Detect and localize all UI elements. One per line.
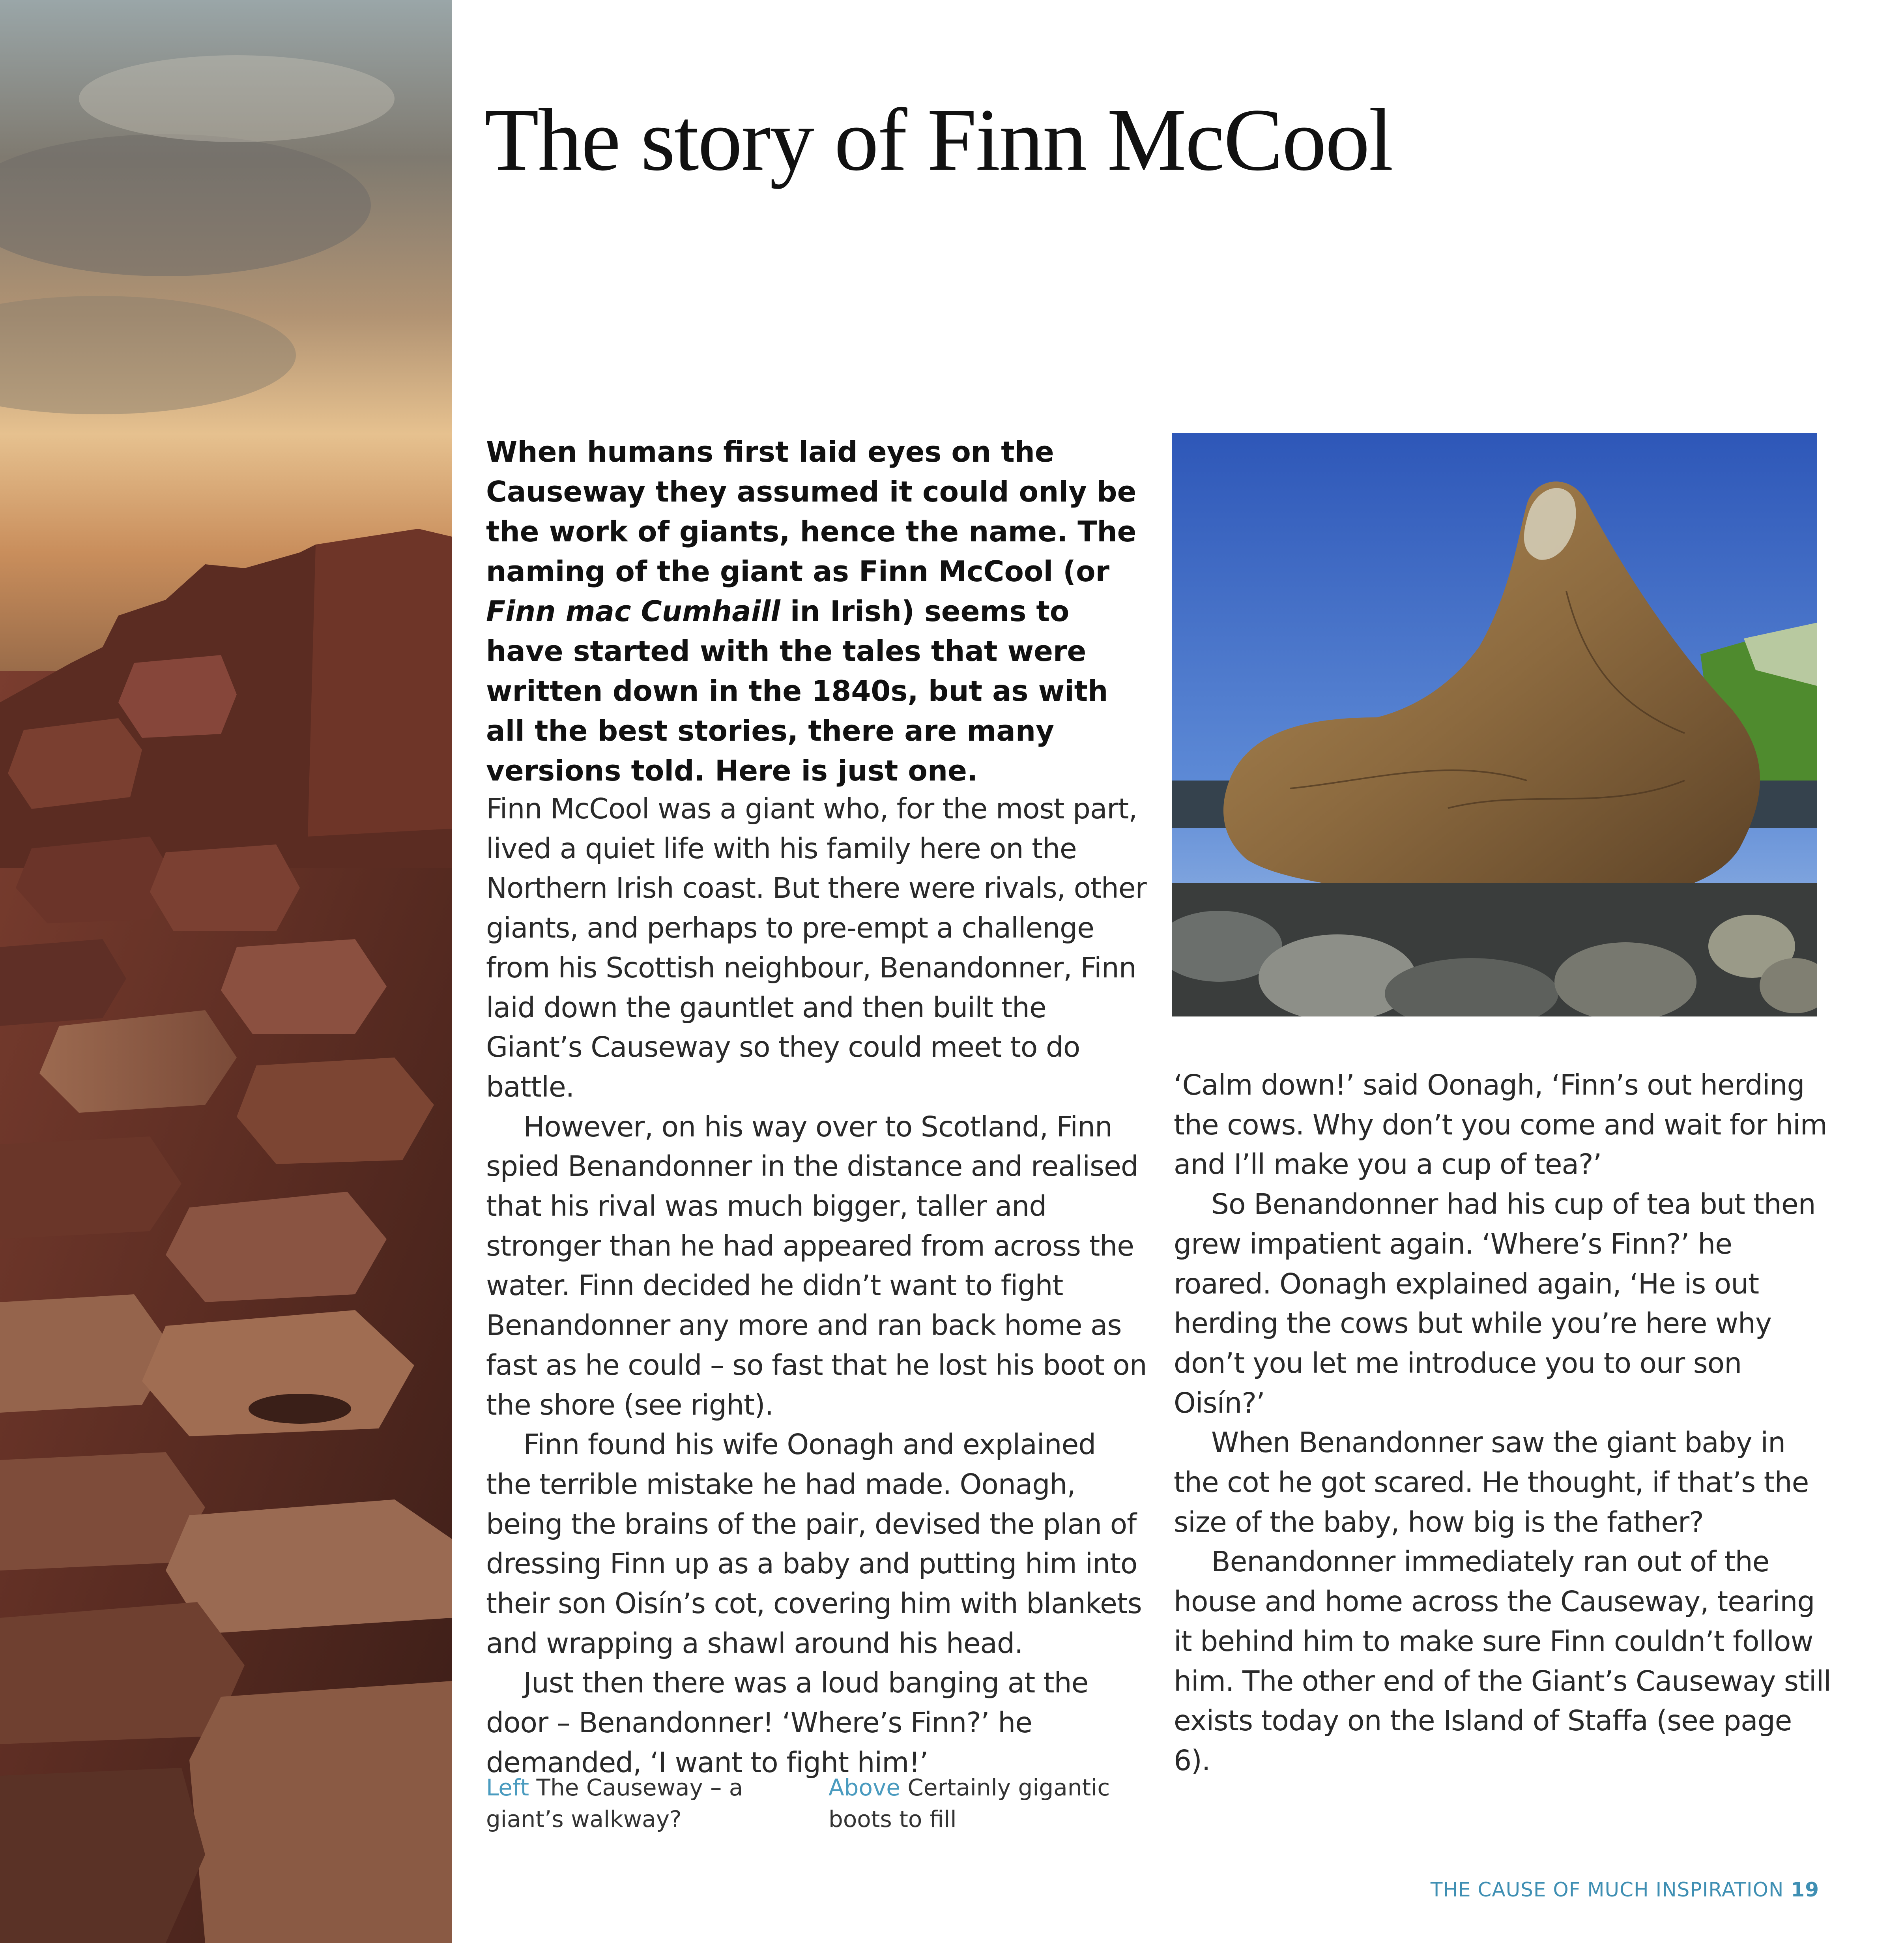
story-paragraph: So Benandonner had his cup of tea but then grew impatient again. ‘Where’s Finn?’ he roared. Oonagh explained again, ‘He is out herding the cows but while you’re here why don’t you let me introduce you to our son Oisín?’ <box>1174 1188 1816 1419</box>
caption-left <box>486 1772 770 1835</box>
section-title: THE CAUSE OF MUCH INSPIRATION <box>1430 1878 1784 1901</box>
intro-paragraph <box>486 432 1137 791</box>
caption-left-label: Left <box>486 1774 529 1801</box>
intro-text-part2: in Irish) seems to have started with the tales that were written down in the 1840s, but as with all the best stories, there are many versions told. Here is just one. <box>486 595 1108 787</box>
intro-irish-name: Finn mac Cumhaill <box>486 595 780 628</box>
caption-above-text: Certainly gigantic boots to fill <box>829 1774 1110 1833</box>
story-paragraph: Finn found his wife Oonagh and explained the terrible mistake he had made. Oonagh, being the brains of the pair, devised the plan of dressing Finn up as a baby and putting him into their son Oisín’s cot, covering him with blankets and wrapping a shawl around his head. <box>486 1428 1142 1660</box>
story-paragraph: Benandonner immediately ran out of the house and home across the Causeway, tearing it behind him to make sure Finn couldn’t follow him. The other end of the Giant’s Causeway still exists today on the Island of Staffa (see page 6). <box>1174 1545 1831 1777</box>
page-number: 19 <box>1791 1878 1819 1901</box>
caption-above <box>829 1772 1128 1835</box>
caption-above-label: Above <box>829 1774 900 1801</box>
causeway-photo <box>0 0 452 1943</box>
story-paragraph: ‘Calm down!’ said Oonagh, ‘Finn’s out herding the cows. Why don’t you come and wait for him and I’ll make you a cup of tea?’ <box>1174 1069 1827 1181</box>
story-left-column <box>486 789 1149 1783</box>
page-footer <box>1431 1878 1819 1901</box>
story-paragraph: When Benandonner saw the giant baby in the cot he got scared. He thought, if that’s the size of the baby, how big is the father? <box>1174 1426 1809 1539</box>
story-paragraph: Finn McCool was a giant who, for the most part, lived a quiet life with his family here on the Northern Irish coast. But there were rivals, other giants, and perhaps to pre-empt a challenge from his Scottish neighbour, Benandonner, Finn laid down the gauntlet and then built the Giant’s Causeway so they could meet to do battle. <box>486 792 1147 1103</box>
caption-left-text: The Causeway – a giant’s walkway? <box>486 1774 743 1833</box>
story-paragraph: However, on his way over to Scotland, Finn spied Benandonner in the distance and realised that his rival was much bigger, taller and stronger than he had appeared from across the water. Finn decided he didn’t want to fight Benandonner any more and ran back home as fast as he could – so fast that he lost his boot on the shore (see right). <box>486 1110 1147 1421</box>
story-paragraph: Just then there was a loud banging at the door – Benandonner! ‘Where’s Finn?’ he demanded, ‘I want to fight him!’ <box>486 1666 1089 1779</box>
intro-text-part1: When humans first laid eyes on the Causeway they assumed it could only be the work of giants, hence the name. The naming of the giant as Finn McCool (or <box>486 435 1137 588</box>
giants-boot-photo <box>1172 433 1817 1016</box>
story-right-column <box>1174 1065 1837 1781</box>
page-title: The story of Finn McCool <box>484 90 1392 189</box>
